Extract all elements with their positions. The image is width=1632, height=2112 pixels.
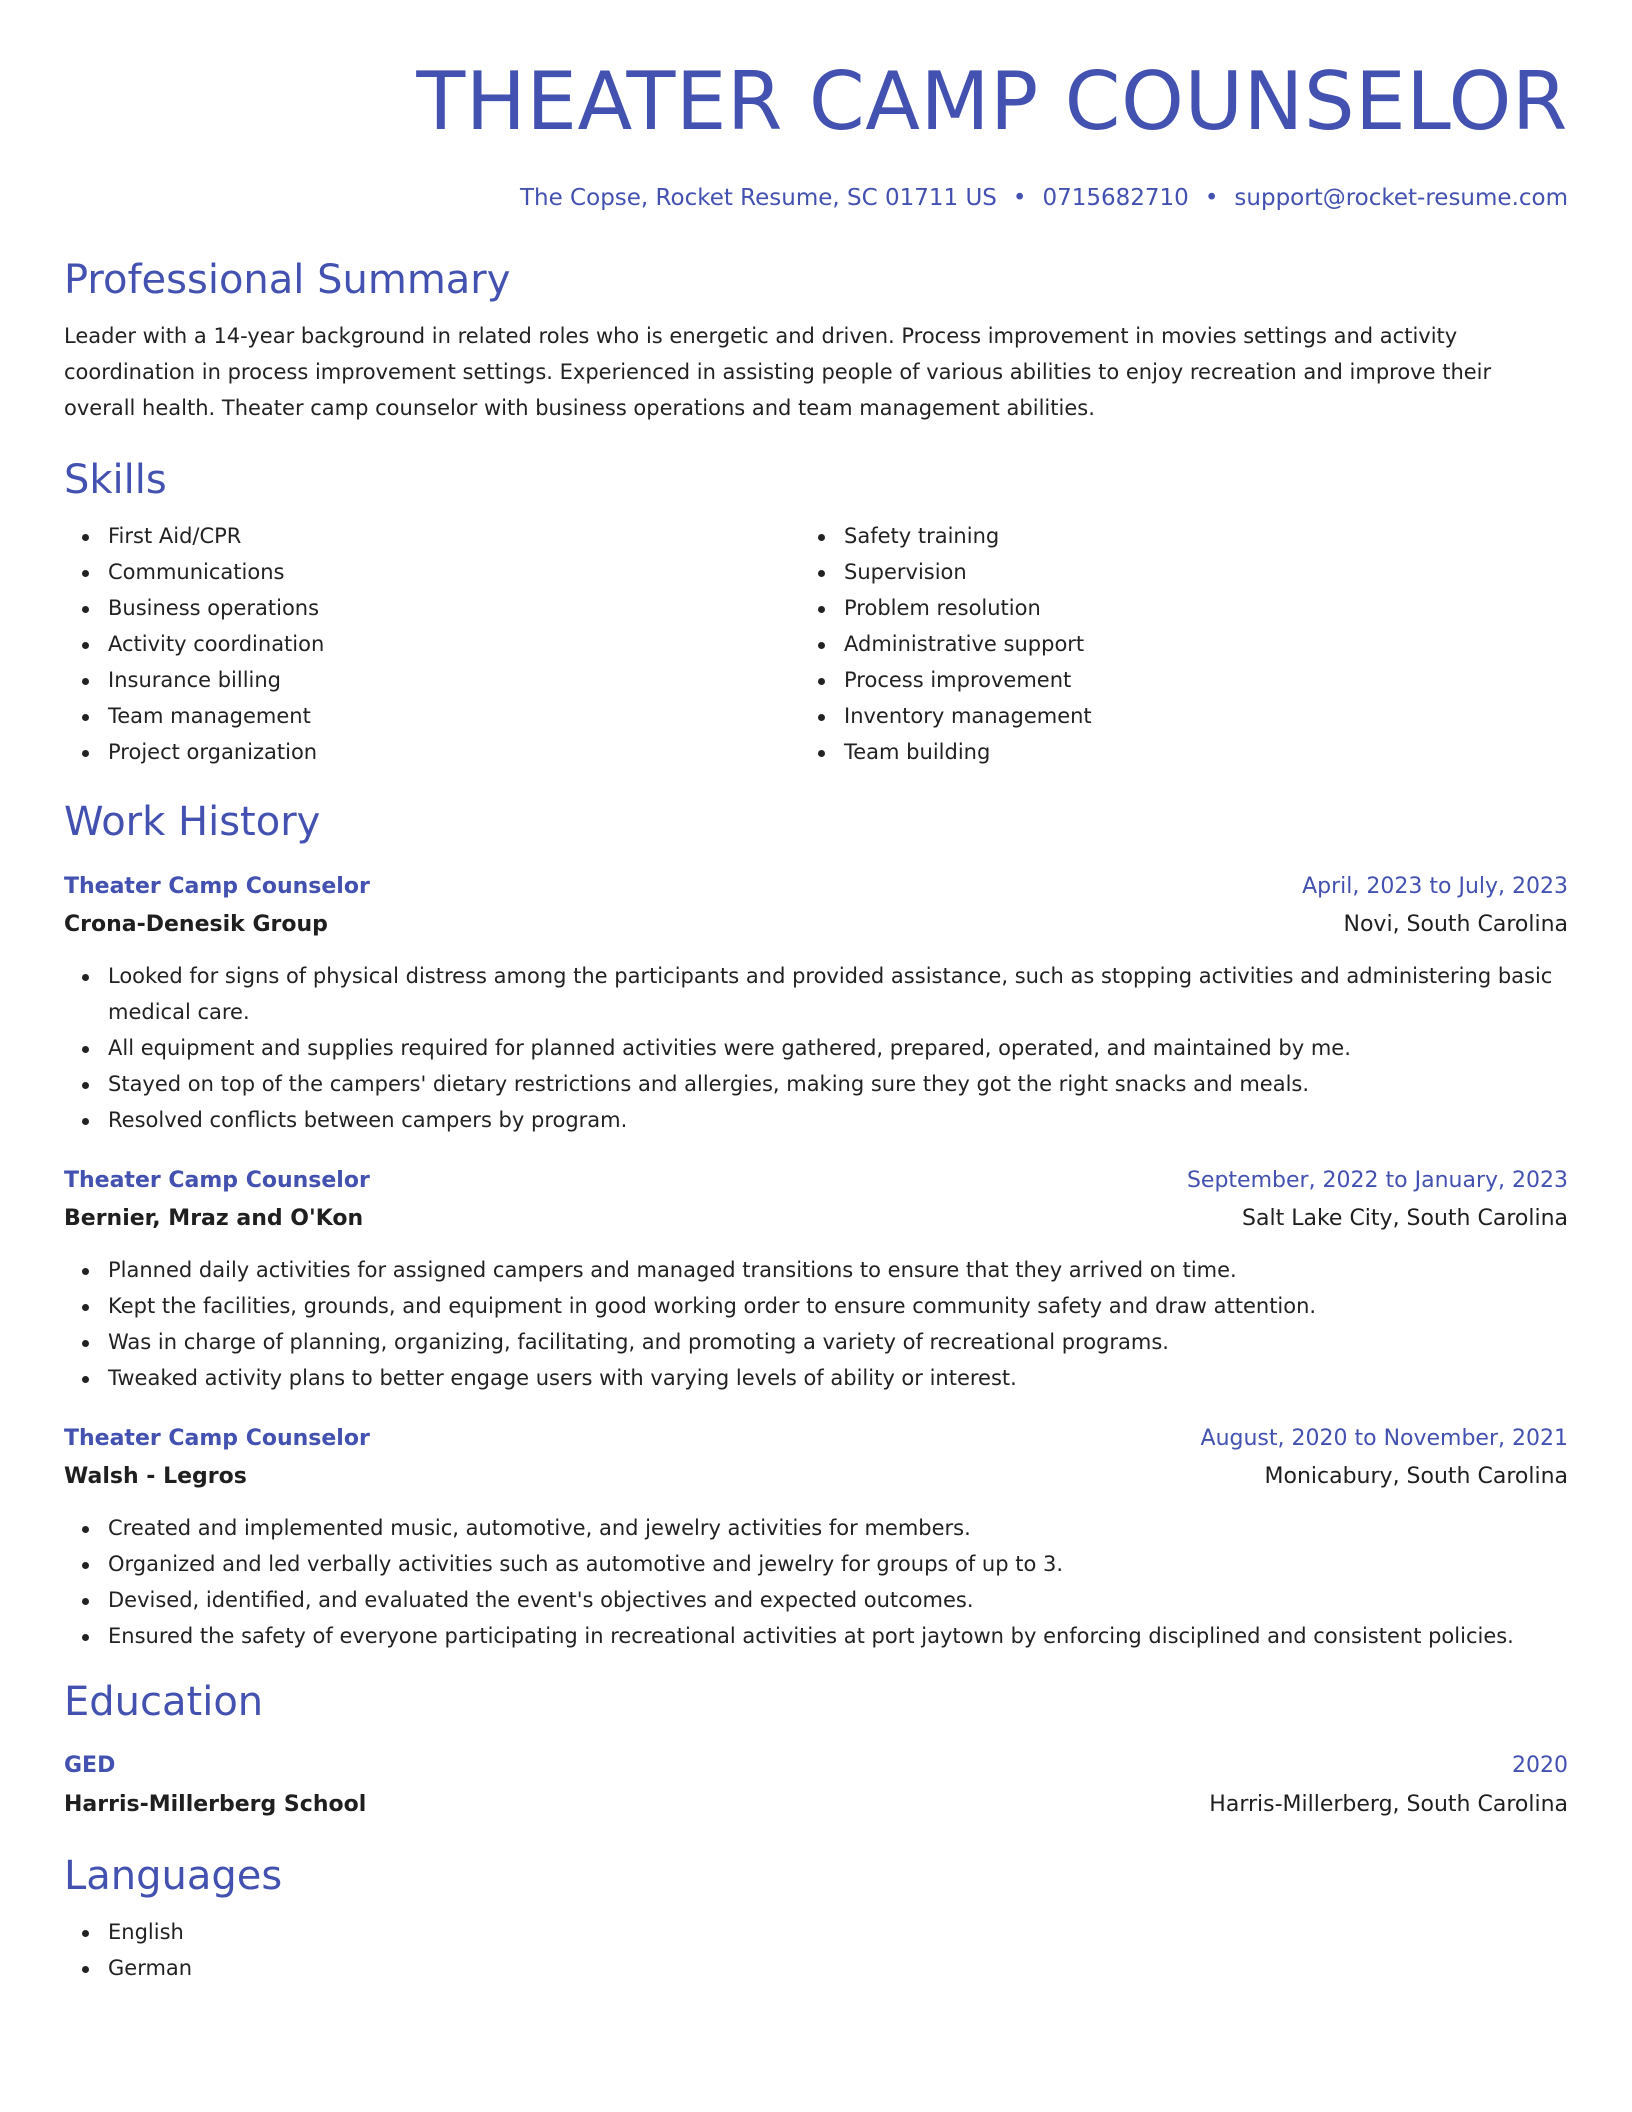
phone: 0715682710 xyxy=(1042,185,1189,211)
education-degree-row xyxy=(64,1746,1568,1786)
skill-item: Team building xyxy=(800,734,1536,770)
candidate-name: THEATER CAMP COUNSELOR xyxy=(416,55,1568,148)
job-bullets xyxy=(64,958,1568,1138)
job-title-row xyxy=(64,1420,1568,1458)
job-title: Theater Camp Counselor xyxy=(64,1168,370,1193)
job-location: Salt Lake City, South Carolina xyxy=(1242,1206,1568,1231)
skills-column-left xyxy=(64,518,800,770)
job-location: Monicabury, South Carolina xyxy=(1264,1464,1568,1489)
address: The Copse, Rocket Resume, SC 01711 US xyxy=(519,185,997,211)
skill-item: Supervision xyxy=(800,554,1536,590)
education-heading: Education xyxy=(64,1679,264,1725)
skills-heading: Skills xyxy=(64,457,167,503)
job-title-row xyxy=(64,1162,1568,1200)
school-location: Harris-Millerberg, South Carolina xyxy=(1209,1792,1568,1817)
graduation-year: 2020 xyxy=(1512,1753,1568,1778)
skill-item: Business operations xyxy=(64,590,800,626)
job-title: Theater Camp Counselor xyxy=(64,1426,370,1451)
job-title: Theater Camp Counselor xyxy=(64,874,370,899)
job-bullets xyxy=(64,1510,1568,1654)
skill-item: Problem resolution xyxy=(800,590,1536,626)
skill-item: Safety training xyxy=(800,518,1536,554)
job-entry xyxy=(64,1162,1568,1396)
skill-item: First Aid/CPR xyxy=(64,518,800,554)
skill-item: Project organization xyxy=(64,734,800,770)
job-company-row xyxy=(64,1200,1568,1238)
resume-header xyxy=(64,0,1568,214)
company-name: Bernier, Mraz and O'Kon xyxy=(64,1206,364,1231)
school-name: Harris-Millerberg School xyxy=(64,1792,367,1817)
language-item: German xyxy=(64,1950,1568,1986)
job-bullet: Tweaked activity plans to better engage users with varying levels of ability or interest. xyxy=(64,1360,1568,1396)
job-bullet: Devised, identified, and evaluated the event's objectives and expected outcomes. xyxy=(64,1582,1568,1618)
job-entry xyxy=(64,868,1568,1138)
skill-item: Team management xyxy=(64,698,800,734)
skill-item: Process improvement xyxy=(800,662,1536,698)
job-bullet: All equipment and supplies required for planned activities were gathered, prepared, operated, and maintained by me. xyxy=(64,1030,1568,1066)
job-location: Novi, South Carolina xyxy=(1343,912,1568,937)
language-item: English xyxy=(64,1914,1568,1950)
skill-item: Insurance billing xyxy=(64,662,800,698)
contact-separator: • xyxy=(1204,185,1219,211)
job-dates: August, 2020 to November, 2021 xyxy=(1200,1426,1568,1451)
job-bullet: Stayed on top of the campers' dietary restrictions and allergies, making sure they got the right snacks and meals. xyxy=(64,1066,1568,1102)
job-bullet: Looked for signs of physical distress among the participants and provided assistance, such as stopping activities and administering basic medical care. xyxy=(64,958,1568,1030)
summary-text: Leader with a 14-year background in related roles who is energetic and driven. Process improvement in movies settings and activity coordination in process improvement settings. Experienced in assisting people of various abilities to enjoy recreation and improve their overall health. Theater camp counselor with business operations and team management abilities. xyxy=(64,324,1492,420)
summary-heading: Professional Summary xyxy=(64,257,511,303)
job-bullet: Created and implemented music, automotive, and jewelry activities for members. xyxy=(64,1510,1568,1546)
education-entry xyxy=(64,1746,1568,1824)
job-bullet: Was in charge of planning, organizing, facilitating, and promoting a variety of recreational programs. xyxy=(64,1324,1568,1360)
job-bullet: Ensured the safety of everyone participating in recreational activities at port jaytown by enforcing disciplined and consistent policies. xyxy=(64,1618,1568,1654)
education-school-row xyxy=(64,1786,1568,1824)
degree: GED xyxy=(64,1753,116,1778)
work-history-heading: Work History xyxy=(64,799,321,845)
languages-list xyxy=(64,1914,1568,1986)
skill-item: Administrative support xyxy=(800,626,1536,662)
job-company-row xyxy=(64,906,1568,944)
job-company-row xyxy=(64,1458,1568,1496)
languages-heading: Languages xyxy=(64,1853,283,1899)
job-dates: April, 2023 to July, 2023 xyxy=(1302,874,1568,899)
job-bullet: Organized and led verbally activities such as automotive and jewelry for groups of up to 3. xyxy=(64,1546,1568,1582)
email-link[interactable]: support@rocket-resume.com xyxy=(1234,185,1568,211)
skill-item: Communications xyxy=(64,554,800,590)
skill-item: Inventory management xyxy=(800,698,1536,734)
job-dates: September, 2022 to January, 2023 xyxy=(1186,1168,1568,1193)
job-entry xyxy=(64,1420,1568,1654)
job-bullet: Resolved conflicts between campers by program. xyxy=(64,1102,1568,1138)
job-title-row xyxy=(64,868,1568,906)
contact-separator: • xyxy=(1012,185,1027,211)
skills-column-right xyxy=(800,518,1536,770)
company-name: Walsh - Legros xyxy=(64,1464,247,1489)
company-name: Crona-Denesik Group xyxy=(64,912,328,937)
job-bullets xyxy=(64,1252,1568,1396)
job-bullet: Planned daily activities for assigned campers and managed transitions to ensure that they arrived on time. xyxy=(64,1252,1568,1288)
contact-line xyxy=(64,182,1568,214)
skill-item: Activity coordination xyxy=(64,626,800,662)
job-bullet: Kept the facilities, grounds, and equipment in good working order to ensure community safety and draw attention. xyxy=(64,1288,1568,1324)
skills-grid xyxy=(64,518,1568,770)
